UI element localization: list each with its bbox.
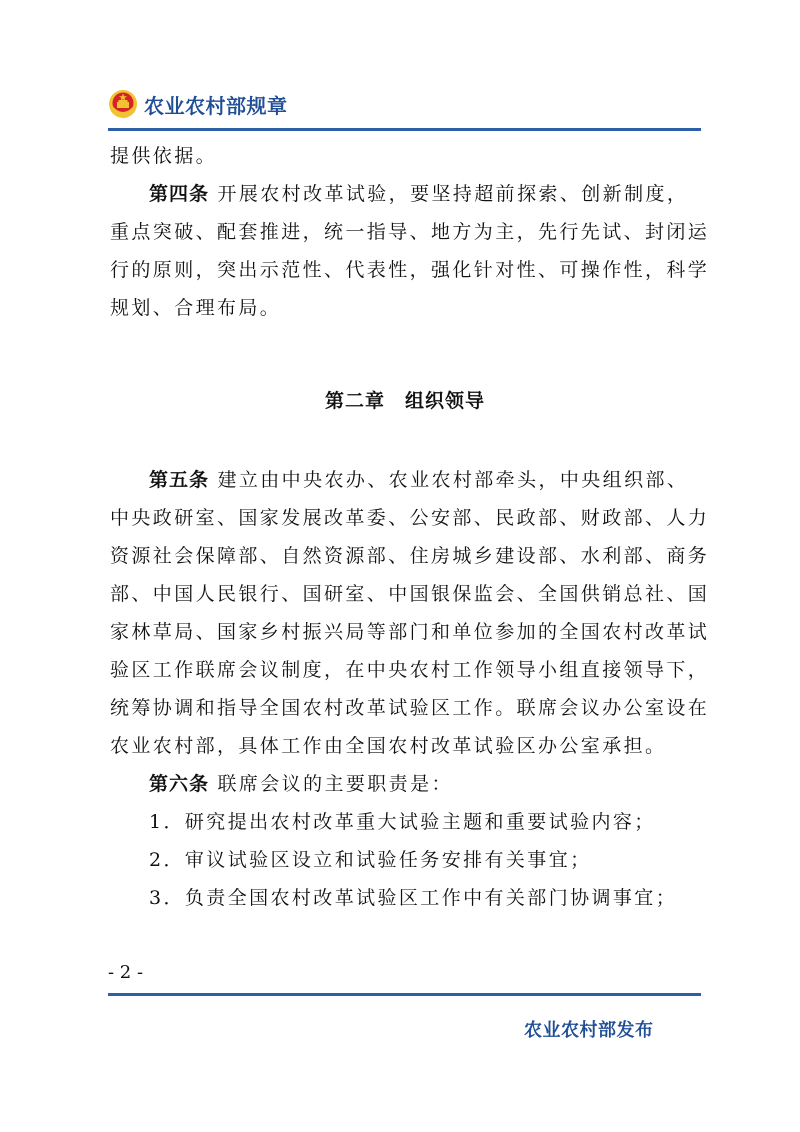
text-line: 部、中国人民银行、国研室、中国银保监会、全国供销总社、国 [110, 583, 710, 605]
text-line: 中央政研室、国家发展改革委、公安部、民政部、财政部、人力 [110, 507, 710, 529]
footer-divider [108, 993, 701, 996]
page-header [108, 84, 288, 124]
article-line: 第四条 开展农村改革试验，要坚持超前探索、创新制度， [149, 183, 689, 205]
article-line: 第六条 联席会议的主要职责是： [149, 773, 453, 795]
article-label: 第四条 [149, 183, 210, 205]
article-label: 第六条 [149, 773, 210, 795]
list-item: 3．负责全国农村改革试验区工作中有关部门协调事宜； [149, 887, 678, 909]
page-number: - 2 - [108, 962, 144, 983]
text-line: 农业农村部，具体工作由全国农村改革试验区办公室承担。 [110, 735, 667, 757]
text-line: 重点突破、配套推进，统一指导、地方为主，先行先试、封闭运 [110, 221, 710, 243]
header-title: 农业农村部规章 [144, 93, 288, 118]
text-line: 验区工作联席会议制度，在中央农村工作领导小组直接领导下， [110, 659, 710, 681]
footer-brand: 农业农村部发布 [524, 1020, 654, 1041]
text-line: 家林草局、国家乡村振兴局等部门和单位参加的全国农村改革试 [110, 621, 710, 643]
text-block-top [110, 137, 710, 327]
text-line: 统筹协调和指导全国农村改革试验区工作。联席会议办公室设在 [110, 697, 710, 719]
article-label: 第五条 [149, 469, 210, 491]
list-item: 2．审议试验区设立和试验任务安排有关事宜； [149, 849, 592, 871]
list-item: 1．研究提出农村改革重大试验主题和重要试验内容； [149, 811, 656, 833]
text-line: 提供依据。 [110, 145, 218, 167]
text-line: 资源社会保障部、自然资源部、住房城乡建设部、水利部、商务 [110, 545, 710, 567]
text-line: 行的原则，突出示范性、代表性，强化针对性、可操作性，科学 [110, 259, 710, 281]
article-line: 第五条 建立由中央农办、农业农村部牵头，中央组织部、 [149, 469, 689, 491]
text-line: 规划、合理布局。 [110, 297, 282, 319]
national-emblem-icon [108, 89, 138, 119]
header-divider [108, 128, 701, 131]
chapter-heading: 第二章 组织领导 [324, 390, 485, 412]
text-block-bottom [110, 461, 710, 917]
